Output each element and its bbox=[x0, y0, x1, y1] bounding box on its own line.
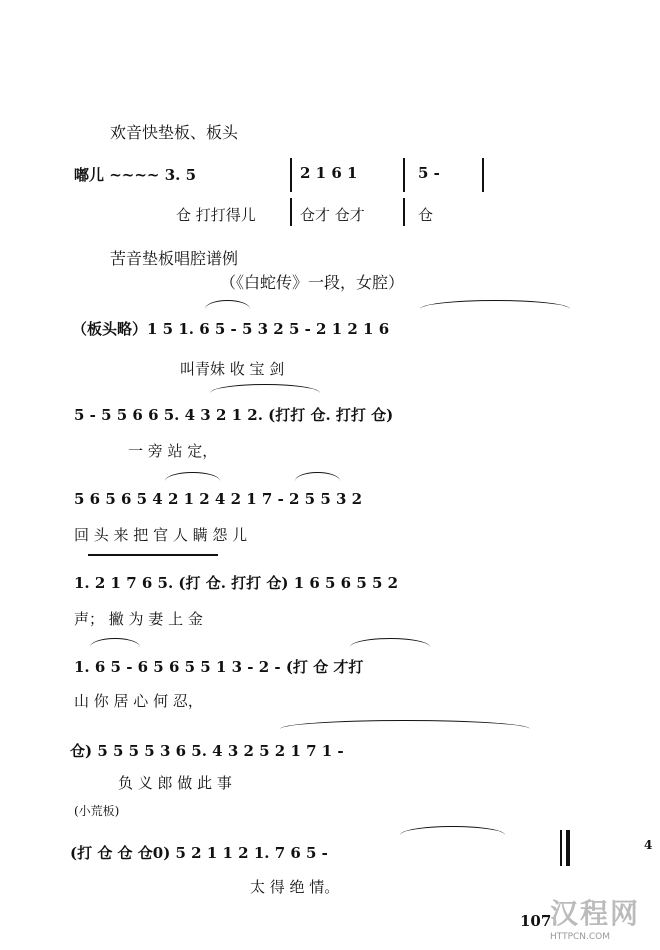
score-line-1: （板头略）1 5 1. 6 5 - 5 3 2 5 - 2 1 2 1 6 bbox=[72, 320, 390, 338]
score-line-3: 5 6 5 6 5 4 2 1 2 4 2 1 7 - 2 5 5 3 2 bbox=[74, 490, 363, 508]
section1-perc-a: 仓 打打得儿 bbox=[176, 206, 256, 224]
score-line-6: 仓) 5 5 5 5 3 6 5. 4 3 2 5 2 1 7 1 - bbox=[70, 742, 344, 760]
phrase-slur bbox=[210, 384, 320, 393]
section2-title: 苦音垫板唱腔谱例 bbox=[110, 249, 239, 268]
page-number: 107 bbox=[520, 912, 552, 930]
edge-mark: 4 bbox=[644, 838, 653, 852]
section1-notes-b: 2 1 6 1 bbox=[300, 164, 358, 182]
phrase-slur bbox=[350, 638, 430, 647]
barline bbox=[482, 158, 484, 192]
lyric-line-3: 回 头 来 把 官 人 瞒 怨 儿 bbox=[74, 526, 248, 544]
lyric-line-5: 山 你 居 心 何 忍， bbox=[74, 692, 203, 710]
score-line-5: 1. 6 5 - 6 5 6 5 5 1 3 - 2 - (打 仓 才打 bbox=[74, 658, 364, 676]
lyric-line-4: 声； 撇 为 妻 上 金 bbox=[74, 610, 203, 628]
score-line-7: (打 仓 仓 仓0) 5 2 1 1 2 1. 7 6 5 - bbox=[70, 844, 328, 862]
lyric-line-2: 一 旁 站 定， bbox=[128, 442, 218, 460]
final-barline bbox=[566, 830, 570, 866]
watermark bbox=[550, 892, 640, 942]
barline bbox=[290, 198, 292, 226]
phrase-line bbox=[88, 554, 218, 556]
watermark-text: 汉程网 bbox=[549, 897, 640, 930]
lyric-line-7: 太 得 绝 情。 bbox=[250, 878, 340, 896]
section1-perc-c: 仓 bbox=[418, 206, 434, 224]
tempo-mark: (小荒板) bbox=[74, 804, 120, 818]
barline bbox=[403, 198, 405, 226]
watermark-url: HTTPCN.COM bbox=[549, 932, 611, 942]
phrase-slur bbox=[400, 826, 505, 835]
barline bbox=[290, 158, 292, 192]
phrase-slur bbox=[420, 300, 570, 309]
phrase-slur bbox=[295, 472, 340, 481]
phrase-slur bbox=[205, 300, 250, 309]
section1-notes-c: 5 - bbox=[418, 164, 440, 182]
final-barline-thin bbox=[560, 830, 562, 866]
section1-title: 欢音快垫板、板头 bbox=[110, 123, 239, 142]
phrase-slur bbox=[280, 720, 530, 729]
barline bbox=[403, 158, 405, 192]
section2-subtitle: （《白蛇传》一段，女腔） bbox=[220, 273, 405, 292]
section1-notes-a: 嘟儿 ~~~~ 3. 5 bbox=[74, 166, 197, 184]
phrase-slur bbox=[165, 472, 220, 481]
lyric-line-6: 负 义 郎 做 此 事 bbox=[118, 774, 232, 792]
section1-perc-b: 仓才 仓才 bbox=[300, 206, 365, 224]
lyric-line-1: 叫青妹 收 宝 剑 bbox=[180, 360, 285, 378]
score-line-4: 1. 2 1 7 6 5. (打 仓. 打打 仓) 1 6 5 6 5 5 2 bbox=[74, 574, 399, 592]
phrase-slur bbox=[90, 638, 140, 647]
score-line-2: 5 - 5 5 6 6 5. 4 3 2 1 2. (打打 仓. 打打 仓) bbox=[74, 406, 394, 424]
